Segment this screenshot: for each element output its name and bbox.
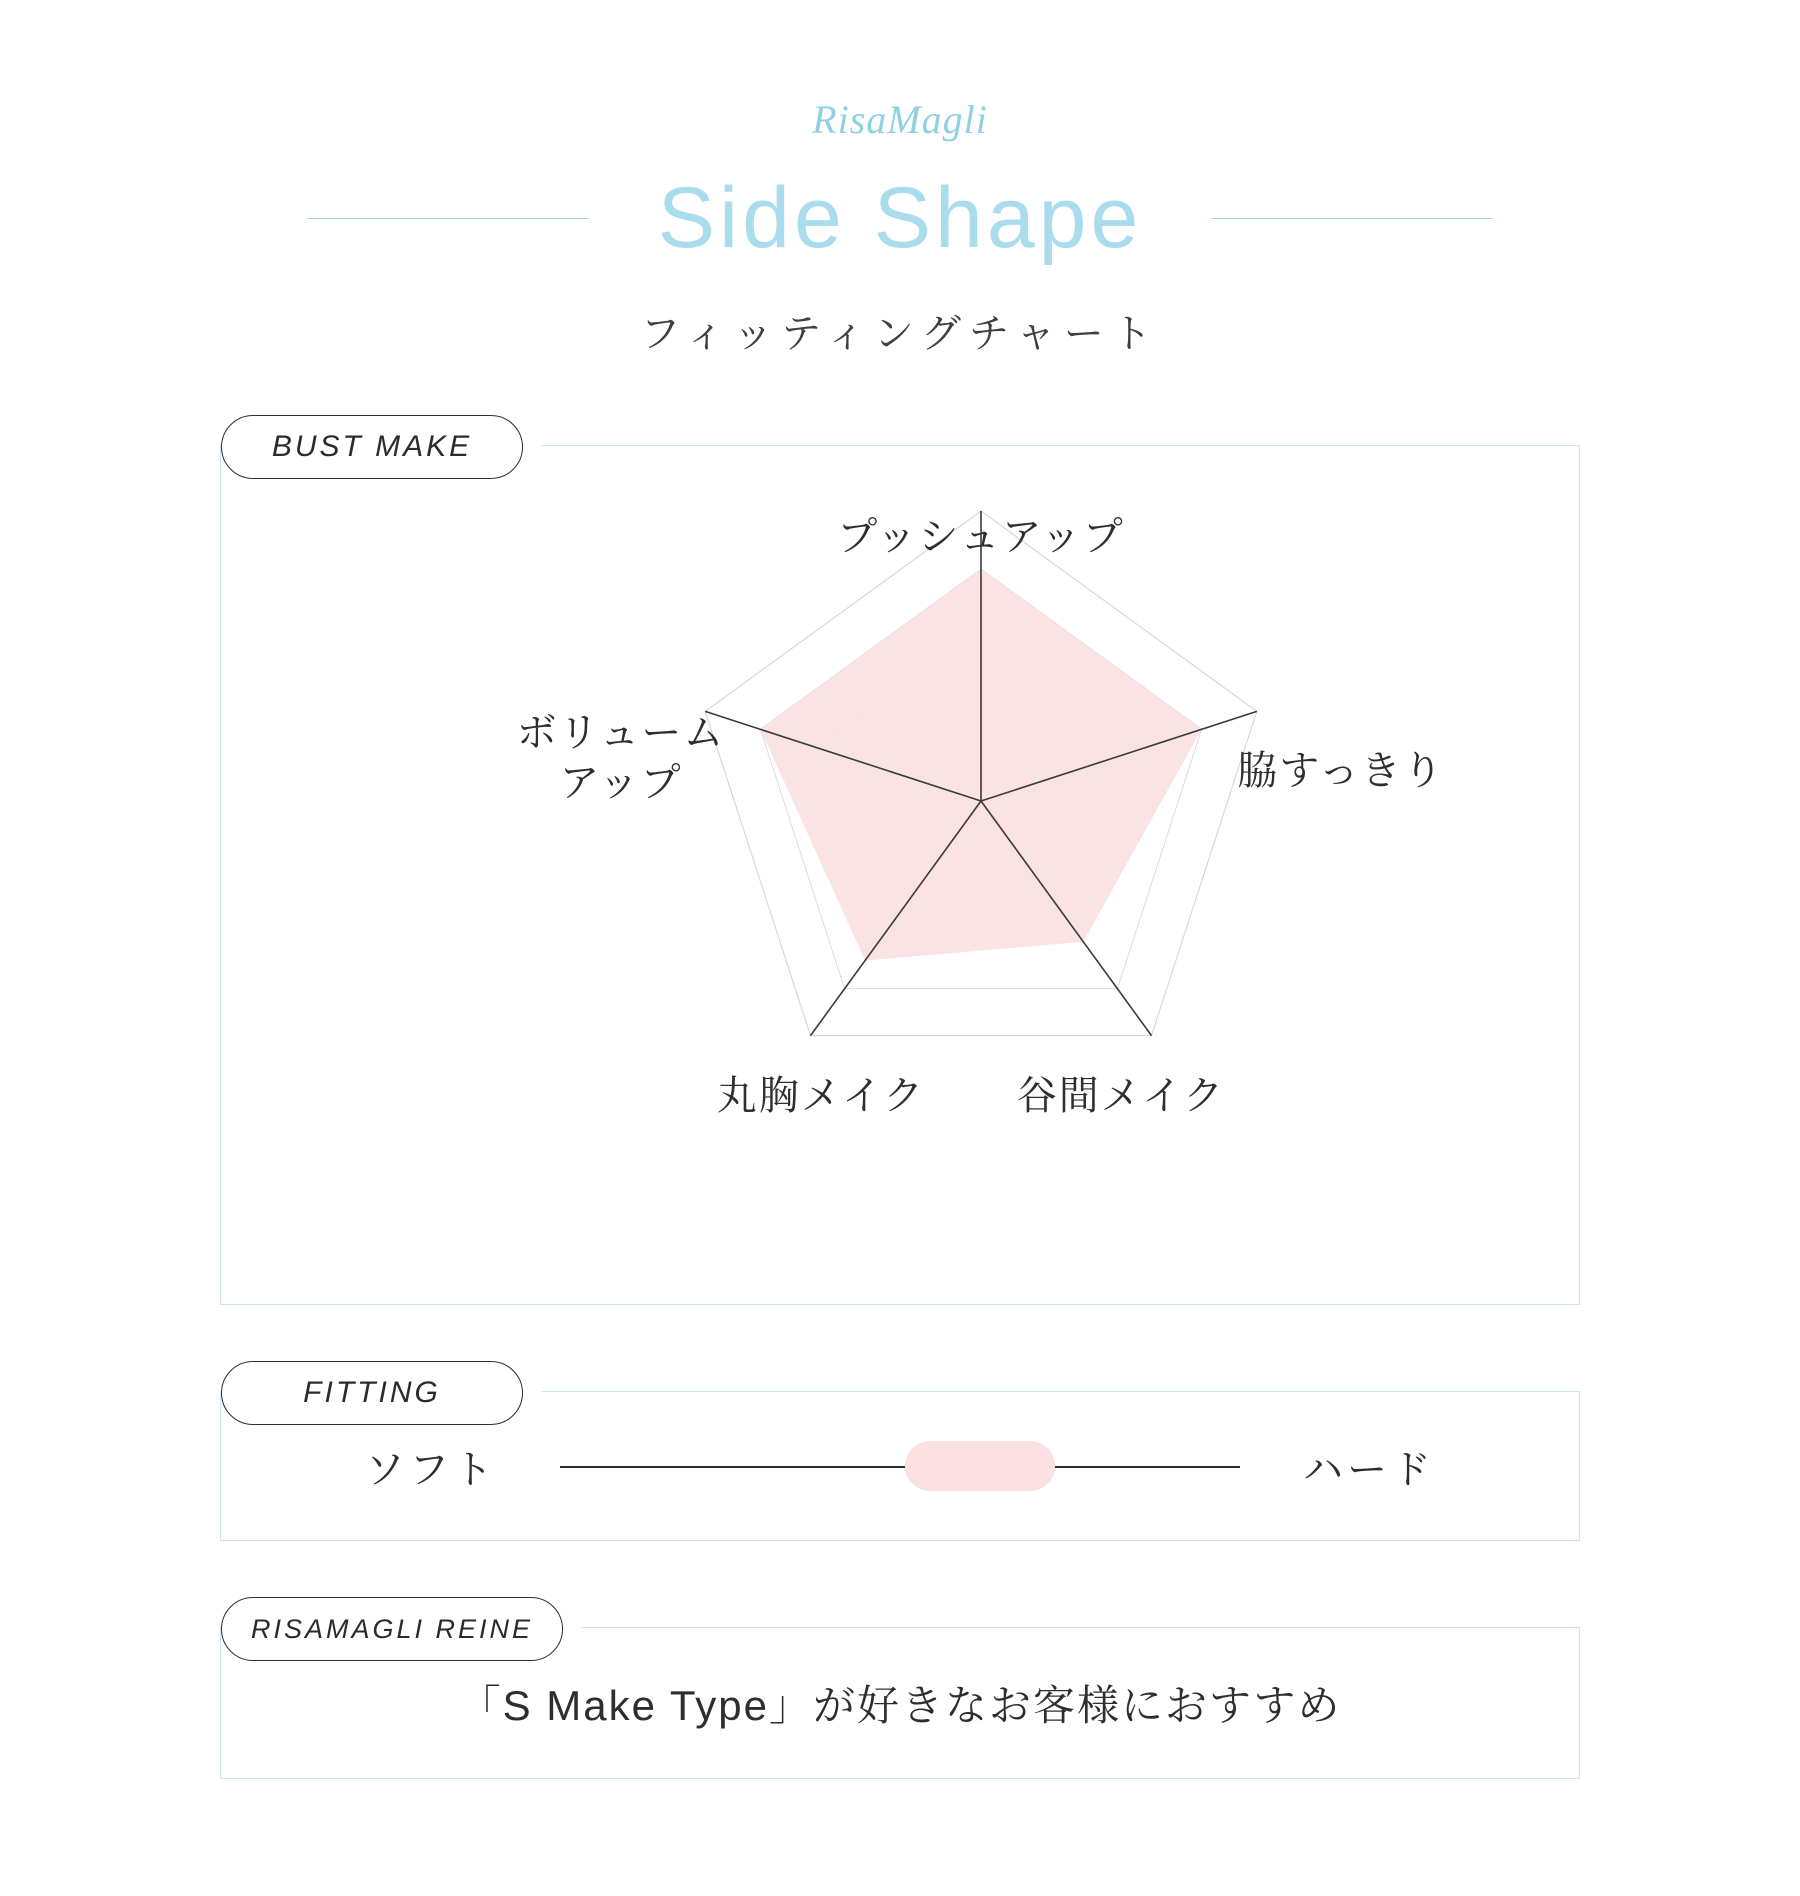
title-row <box>0 169 1800 268</box>
bust-make-section <box>220 430 1580 1305</box>
radar-label-4 <box>517 708 726 808</box>
radar-label-text-4: ボリューム アップ <box>516 711 726 805</box>
radar-label-text-1: 脇すっきり <box>1237 749 1445 793</box>
radar-label-text-0: プッシュアップ <box>837 515 1125 559</box>
fitting-marker[interactable] <box>905 1441 1055 1491</box>
fitting-label-hard: ハード <box>1303 1447 1435 1492</box>
reine-section <box>220 1613 1580 1779</box>
radar-label-3 <box>717 1071 925 1121</box>
radar-label-text-3: 丸胸メイク <box>716 1074 926 1118</box>
title-rule-left <box>308 218 588 219</box>
fitting-scale <box>221 1438 1579 1495</box>
fitting-track <box>560 1438 1240 1494</box>
brand-logo: RisaMagli <box>812 97 988 142</box>
radar-chart <box>221 446 1579 1304</box>
radar-label-1 <box>1237 746 1445 796</box>
section-pill-fitting: FITTING <box>221 1361 523 1425</box>
reine-recommendation-text: 「S Make Type」が好きなお客様におすすめ <box>458 1682 1342 1729</box>
fitting-track-line <box>560 1466 1240 1468</box>
radar-label-text-2: 谷間メイク <box>1016 1074 1226 1118</box>
fitting-label-soft: ソフト <box>365 1447 497 1492</box>
radar-label-0 <box>837 512 1125 562</box>
radar-label-2 <box>1017 1071 1225 1121</box>
title-rule-right <box>1212 218 1492 219</box>
section-pill-bust-make: BUST MAKE <box>221 415 523 479</box>
section-pill-risamagli-reine: RISAMAGLI REINE <box>221 1597 563 1661</box>
radar-chart-svg <box>221 446 1581 1306</box>
page-subtitle: フィッティングチャート <box>640 312 1160 356</box>
page-title: Side Shape <box>657 170 1143 266</box>
fitting-section <box>220 1376 1580 1541</box>
